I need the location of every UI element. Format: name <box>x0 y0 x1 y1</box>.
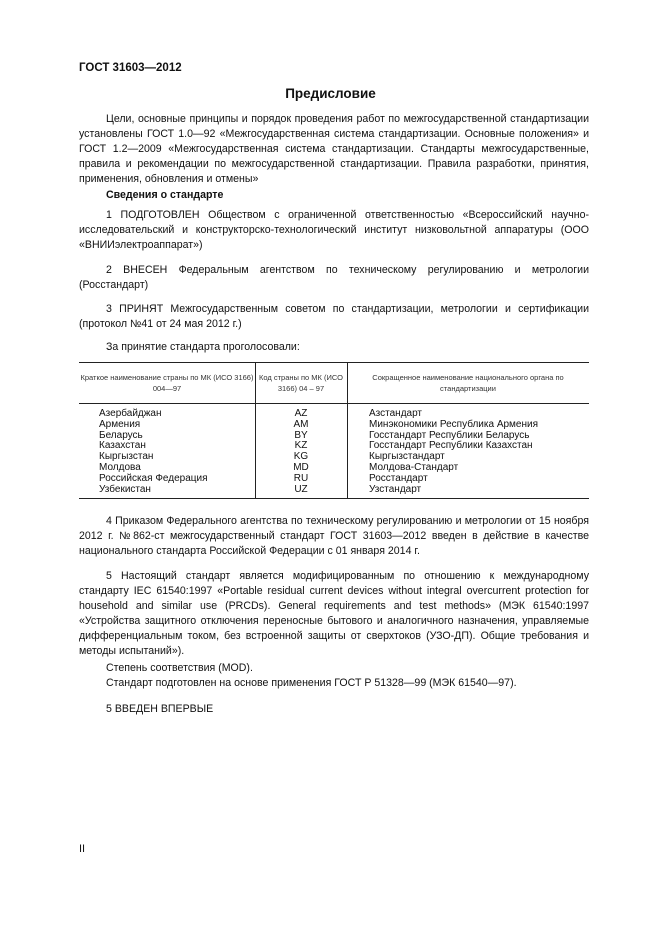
document-code: ГОСТ 31603—2012 <box>79 62 182 74</box>
page-number: II <box>79 843 86 855</box>
item-4-order: 4 Приказом Федерального агентства по техническому регулированию и метрологии от 15 ноября 2012 г. №862-ст межгосударственный стандарт ГОСТ 31603—2012 введен в действие в качестве национального стандарта Российской Федерации с 01 января 2014 г. <box>79 515 589 557</box>
country-code: KG <box>293 451 309 463</box>
item-1-prepared: 1 ПОДГОТОВЛЕН Обществом с ограниченной ответственностью «Всероссийский научно-исследовательский и конструкторско-технологический институт низковольтной аппаратуры (ООО «ВНИИэлектроаппарат») <box>79 209 589 251</box>
agency-name: Госстандарт Республики Казахстан <box>369 440 533 452</box>
country-code: BY <box>294 429 308 441</box>
voted-caption: За принятие стандарта проголосовали: <box>106 341 300 353</box>
country-name: Беларусь <box>99 429 143 441</box>
about-heading: Сведения о стандарте <box>106 189 224 201</box>
voting-table <box>79 362 589 499</box>
country-name: Кыргызстан <box>99 451 154 463</box>
basis-standard: Стандарт подготовлен на основе применения ГОСТ Р 51328—99 (МЭК 61540—97). <box>106 677 517 689</box>
table-header-country: Краткое наименование страны по МК (ИСО 3166) 004—97 <box>80 373 254 393</box>
agency-name: Минэкономики Республика Армения <box>369 418 539 430</box>
agency-list <box>369 409 538 495</box>
agency-name: Азстандарт <box>369 408 423 419</box>
item-6-first-introduced: 5 ВВЕДЕН ВПЕРВЫЕ <box>106 703 214 715</box>
country-code: MD <box>293 461 309 473</box>
agency-name: Кыргызстандарт <box>369 451 445 463</box>
item-3-adopted: 3 ПРИНЯТ Межгосударственным советом по стандартизации, метрологии и сертификации (протокол №41 от 24 мая 2012 г.) <box>79 303 589 330</box>
country-list <box>99 409 208 495</box>
country-name: Армения <box>99 418 141 430</box>
country-name: Казахстан <box>99 440 146 452</box>
country-code: RU <box>293 472 309 484</box>
agency-name: Молдова-Стандарт <box>369 461 459 473</box>
agency-name: Росстандарт <box>369 472 428 484</box>
degree-of-correspondence: Степень соответствия (MOD). <box>106 662 253 674</box>
table-header-agency: Сокращенное наименование национального органа по стандартизации <box>372 373 564 393</box>
item-2-introduced: 2 ВНЕСЕН Федеральным агентством по техническому регулированию и метрологии (Росстандарт) <box>79 264 589 291</box>
item-5-modified: 5 Настоящий стандарт является модифицированным по отношению к международному стандарту IEC 61540:1997 «Portable residual current devices without integral overcurrent protection for household and similar use (PRCDs). General requirements and test methods» (МЭК 61540:1997 «Устройства защитного отключения переносные бытового и аналогичного назначения, управляемые дифференциальным током, без встроенной защиты от сверхтоков (УЗО-ДП). Общие требования и методы испытаний»). <box>79 570 589 657</box>
country-name: Узбекистан <box>99 483 151 495</box>
country-name: Российская Федерация <box>99 472 208 484</box>
country-code: UZ <box>294 483 308 495</box>
country-name: Молдова <box>99 461 141 473</box>
page-title: Предисловие <box>285 86 376 101</box>
country-code: AM <box>293 418 309 430</box>
country-code: AZ <box>294 408 308 419</box>
country-name: Азербайджан <box>99 408 162 419</box>
code-list <box>255 409 347 495</box>
agency-name: Узстандарт <box>369 483 422 495</box>
agency-name: Госстандарт Республики Беларусь <box>369 429 530 441</box>
country-code: KZ <box>294 440 308 452</box>
table-header-code: Код страны по МК (ИСО 3166) 04 – 97 <box>259 373 343 393</box>
intro-paragraph: Цели, основные принципы и порядок проведения работ по межгосударственной стандартизации установлены ГОСТ 1.0—92 «Межгосударственная система стандартизации. Основные положения» и ГОСТ 1.2—2009 «Межгосударственная система стандартизации. Стандарты межгосударственные, правила и рекомендации по межгосударственной стандартизации. Правила разработки, принятия, применения, обновления и отмены» <box>79 113 589 185</box>
